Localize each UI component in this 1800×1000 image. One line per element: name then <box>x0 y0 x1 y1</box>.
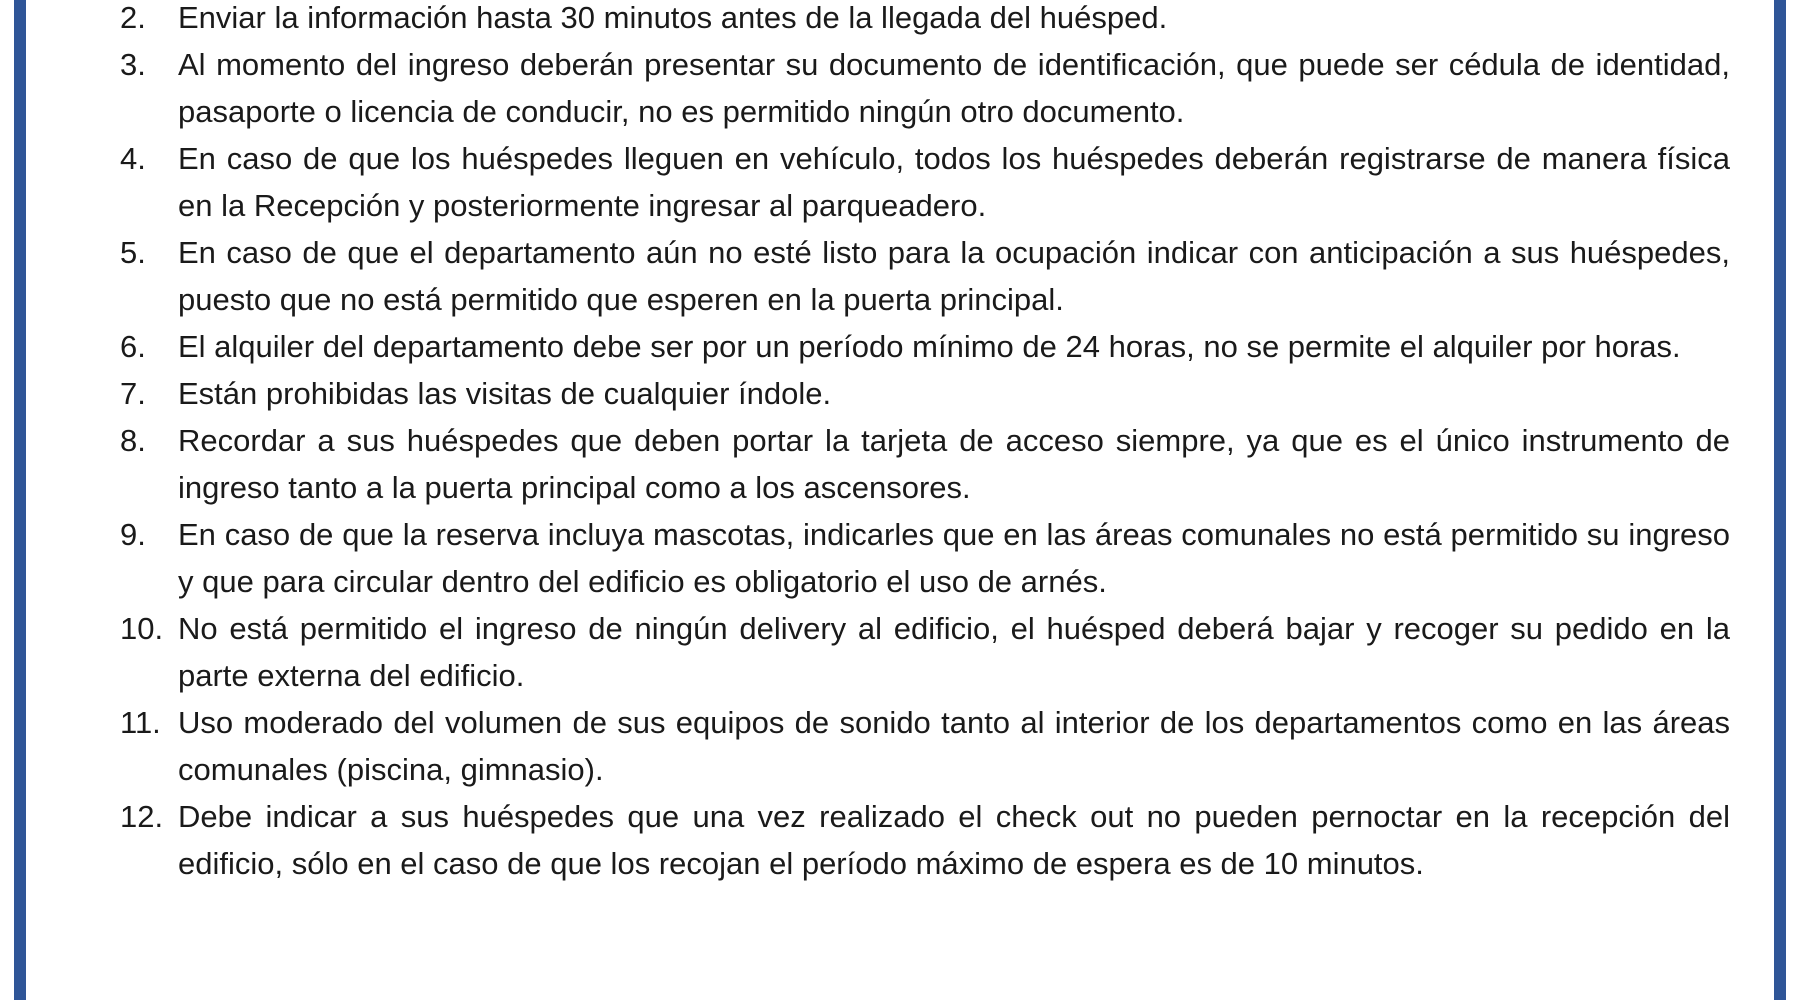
rule-number: 4. <box>120 141 146 176</box>
rule-number: 10. <box>120 611 164 646</box>
rule-number: 7. <box>120 376 146 411</box>
rule-text: En caso de que los huéspedes lleguen en vehículo, todos los huéspedes deberán registrarse de manera física en la Recepción y posteriormente ingresar al parqueadero. <box>178 141 1730 223</box>
rule-item-3 <box>120 41 1730 135</box>
rule-number: 6. <box>120 329 146 364</box>
rule-text: Están prohibidas las visitas de cualquier índole. <box>178 376 832 411</box>
rule-item-10 <box>120 605 1730 699</box>
rule-item-8 <box>120 417 1730 511</box>
rule-text: Uso moderado del volumen de sus equipos de sonido tanto al interior de los departamentos como en las áreas comunales (piscina, gimnasio). <box>178 705 1730 787</box>
rule-item-2 <box>120 0 1730 41</box>
rule-text: Enviar la información hasta 30 minutos antes de la llegada del huésped. <box>178 0 1168 35</box>
rule-item-9 <box>120 511 1730 605</box>
rule-item-11 <box>120 699 1730 793</box>
rule-number: 8. <box>120 423 146 458</box>
rule-number: 5. <box>120 235 146 270</box>
page-border-right <box>1774 0 1786 1000</box>
rule-item-12 <box>120 793 1730 887</box>
rule-item-5 <box>120 229 1730 323</box>
rule-number: 3. <box>120 47 146 82</box>
rules-list <box>120 0 1730 887</box>
rule-number: 9. <box>120 517 146 552</box>
rule-text: Recordar a sus huéspedes que deben portar la tarjeta de acceso siempre, ya que es el único instrumento de ingreso tanto a la puerta principal como a los ascensores. <box>178 423 1730 505</box>
rule-text: Al momento del ingreso deberán presentar su documento de identificación, que puede ser cédula de identidad, pasaporte o licencia de conducir, no es permitido ningún otro documento. <box>178 47 1730 129</box>
rule-text: En caso de que el departamento aún no esté listo para la ocupación indicar con anticipación a sus huéspedes, puesto que no está permitido que esperen en la puerta principal. <box>178 235 1730 317</box>
rule-text: En caso de que la reserva incluya mascotas, indicarles que en las áreas comunales no está permitido su ingreso y que para circular dentro del edificio es obligatorio el uso de arnés. <box>178 517 1730 599</box>
page-border-left <box>14 0 26 1000</box>
rule-text: El alquiler del departamento debe ser por un período mínimo de 24 horas, no se permite el alquiler por horas. <box>178 329 1681 364</box>
rule-number: 11. <box>120 705 161 740</box>
rule-text: No está permitido el ingreso de ningún delivery al edificio, el huésped deberá bajar y recoger su pedido en la parte externa del edificio. <box>178 611 1730 693</box>
rule-number: 2. <box>120 0 146 35</box>
rule-item-4 <box>120 135 1730 229</box>
rule-item-6 <box>120 323 1730 370</box>
rule-number: 12. <box>120 799 164 834</box>
rule-text: Debe indicar a sus huéspedes que una vez realizado el check out no pueden pernoctar en la recepción del edificio, sólo en el caso de que los recojan el período máximo de espera es de 10 minutos. <box>178 799 1730 881</box>
rule-item-7 <box>120 370 1730 417</box>
